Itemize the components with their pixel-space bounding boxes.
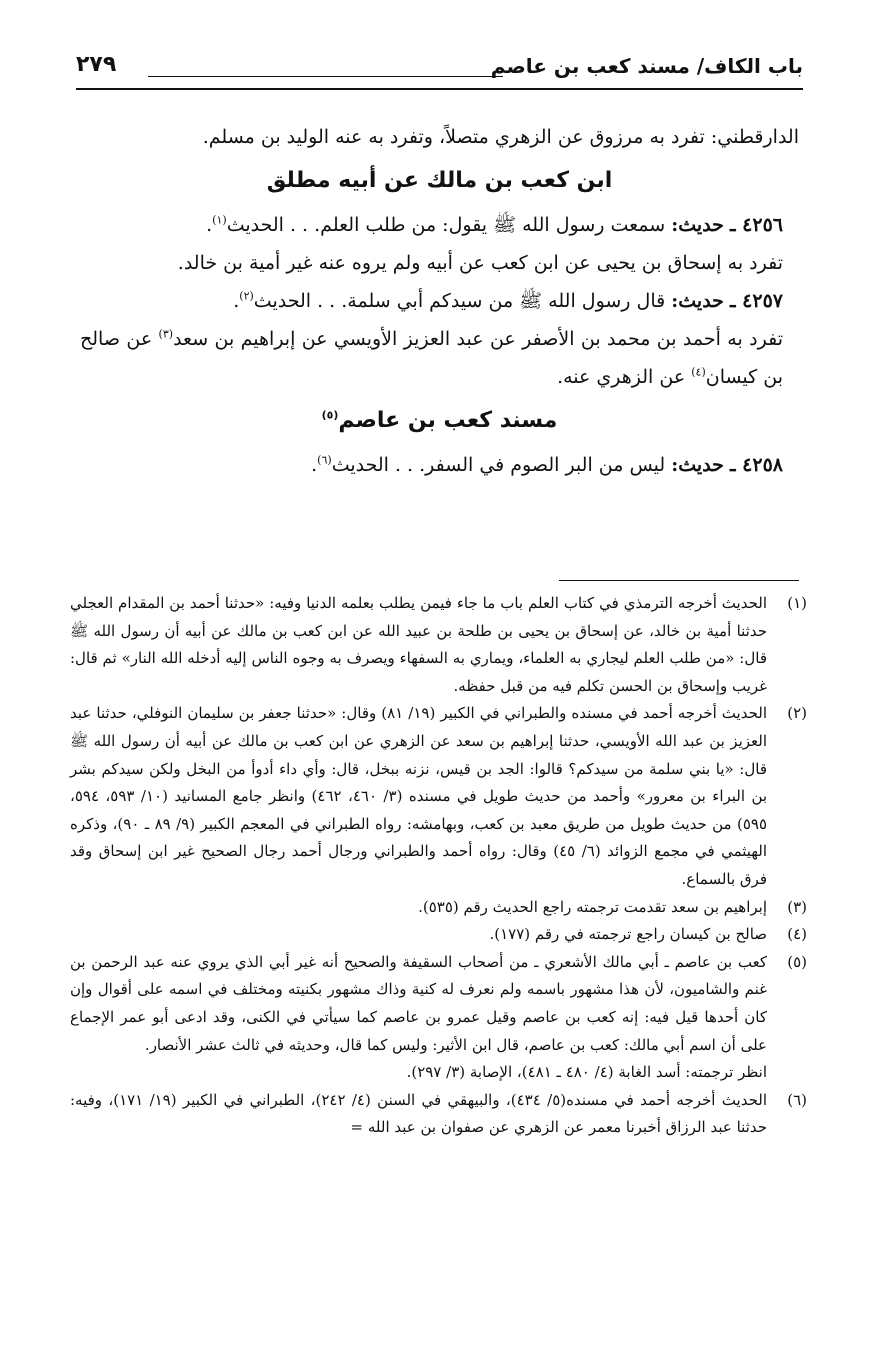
footnote-5 bbox=[70, 949, 807, 1087]
hadith-end: . bbox=[311, 454, 318, 476]
footnote-number: (١) bbox=[787, 594, 807, 612]
footnote-3 bbox=[70, 894, 807, 922]
footnote-text: الحديث أخرجه أحمد في مسنده والطبراني في الكبير (١٩/ ٨١) وقال: «حدثنا جعفر بن سليمان النوفلي، حدثنا عبد العزيز بن عبد الله الأويسي، حدثنا إبراهيم بن سعد عن الزهري عن ابن كعب بن مالك عن أبيه أن رسول الله ﷺ قال: «يا بني سلمة من سيدكم؟ قالوا: الجد بن قيس، نزنه ببخل، قال: وأي داء أدوأ من البخل ولكن سيدكم بشر بن البراء بن معرور» وأحمد من حديث طويل في مسنده (٣/ ٤٦٠، ٤٦٢) وانظر جامع المسانيد (١٠/ ٥٩٣، ٥٩٤، ٥٩٥) من حديث طويل من طريق معبد بن كعب، وبهامشه: رواه الطبراني في المعجم الكبير (٩/ ٨٩ ـ ٩٠)، وذكره الهيثمي في مجمع الزوائد (٦/ ٤٥) وقال: رواه أحمد والطبراني ورجال أحمد رجال الصحيح غير ابن إسحاق وقد فرق بالسماع. bbox=[70, 704, 768, 888]
footnotes bbox=[70, 590, 807, 1142]
hadith-end: . bbox=[233, 290, 240, 312]
page-number: ٢٧٩ bbox=[76, 52, 117, 77]
footnote-6 bbox=[70, 1087, 807, 1142]
intro-paragraph: الدارقطني: تفرد به مرزوق عن الزهري متصلاً، وتفرد به عنه الوليد بن مسلم. bbox=[202, 126, 799, 148]
footnote-ref: (٥) bbox=[321, 408, 339, 422]
footnote-text: صالح بن كيسان راجع ترجمته في رقم (١٧٧). bbox=[489, 925, 767, 944]
footnote-number: (٢) bbox=[787, 704, 807, 723]
footnote-separator bbox=[559, 580, 799, 581]
hadith-4257 bbox=[80, 282, 799, 320]
footnote-number: (٣) bbox=[787, 897, 807, 916]
page-header bbox=[76, 52, 803, 86]
paragraph-text: تفرد به أحمد بن محمد بن الأصفر عن عبد العزيز الأويسي عن إبراهيم بن سعد bbox=[173, 328, 783, 350]
header-leader-line bbox=[148, 76, 503, 77]
hadith-4256 bbox=[80, 206, 799, 244]
footnote-number: (٤) bbox=[787, 925, 807, 944]
paragraph-text: عن صالح بن كيسان bbox=[80, 328, 783, 388]
footnote-ref: (٢) bbox=[239, 289, 254, 303]
hadith-text: ليس من البر الصوم في السفر. . . الحديث bbox=[331, 454, 666, 476]
footnote-text: إبراهيم بن سعد تقدمت ترجمته راجع الحديث رقم (٥٣٥). bbox=[418, 897, 767, 916]
hadith-text: سمعت رسول الله ﷺ يقول: من طلب العلم. . . الحديث bbox=[226, 214, 666, 236]
footnote-2 bbox=[70, 700, 807, 893]
hadith-keyword: حديث: bbox=[671, 290, 724, 312]
footnote-body bbox=[70, 949, 767, 1087]
footnote-ref: (٤) bbox=[691, 365, 706, 379]
footnote-text: الحديث أخرجه الترمذي في كتاب العلم باب ما جاء فيمن يطلب بعلمه الدنيا وفيه: «حدثنا أحمد بن المقدام العجلي حدثنا أمية بن خالد، عن إسحاق بن يحيى بن طلحة بن عبيد الله عن ابن كعب بن مالك عن أبيه أن رسول الله ﷺ قال: «من طلب العلم ليجاري به العلماء، ويماري به السفهاء ويصرف به وجوه الناس إليه أدخله الله النار» ثم قال: غريب وإسحاق بن الحسن تكلم فيه من قبل حفظه. bbox=[70, 594, 767, 695]
footnote-text: الحديث أخرجه أحمد في مسنده(٥/ ٤٣٤)، والبيهقي في السنن (٤/ ٢٤٢)، الطبراني في الكبير (١٩/ ١٧١)، وفيه: حدثنا عبد الرزاق أخبرنا معمر عن الزهري عن صفوان بن عبد الله = bbox=[70, 1090, 767, 1137]
hadith-number: ٤٢٥٧ ـ bbox=[729, 290, 783, 312]
paragraph-4257 bbox=[80, 320, 799, 396]
paragraph-text: عن الزهري عنه. bbox=[557, 366, 692, 388]
running-title: باب الكاف/ مسند كعب بن عاصم bbox=[490, 54, 803, 78]
hadith-number: ٤٢٥٨ ـ bbox=[729, 454, 783, 476]
hadith-end: . bbox=[206, 214, 213, 236]
footnote-text: كعب بن عاصم ـ أبي مالك الأشعري ـ من أصحاب السقيفة والصحيح أنه غير أبي الذي يروي عنه عبد الرحمن بن غنم والشاميون، لأن هذا مشهور باسمه ولم نعرف له كنية وذاك مشهور بكنيته ومختلف في اسمه على أقوال وإن كان أحدها قيل فيه: إنه كعب بن عاصم وقيل عمرو بن عاصم كما سيأتي في الكنى، وقد ادعى أبو عمر الإجماع على أن اسم أبي مالك: كعب بن عاصم، قال ابن الأثير: وليس كما قال، وحديثه في ثالث عشر الأنصار. bbox=[70, 952, 767, 1054]
header-rule bbox=[76, 88, 803, 90]
footnote-ref: (٣) bbox=[158, 327, 174, 341]
main-text bbox=[80, 118, 799, 484]
section-heading-kaab-ibn-asim bbox=[80, 398, 799, 444]
hadith-text: قال رسول الله ﷺ من سيدكم أبي سلمة. . . الحديث bbox=[253, 290, 666, 312]
paragraph-4256: تفرد به إسحاق بن يحيى عن ابن كعب عن أبيه ولم يروه عنه غير أمية بن خالد. bbox=[177, 252, 783, 274]
footnote-source-line: انظر ترجمته: أسد الغابة (٤/ ٤٨٠ ـ ٤٨١)، الإصابة (٣/ ٢٩٧). bbox=[406, 1063, 767, 1082]
hadith-keyword: حديث: bbox=[671, 214, 724, 236]
footnote-ref: (٦) bbox=[317, 453, 332, 467]
hadith-4258 bbox=[80, 446, 799, 484]
hadith-number: ٤٢٥٦ ـ bbox=[729, 214, 783, 236]
footnote-number: (٥) bbox=[787, 952, 807, 971]
section-heading-ibn-kaab: ابن كعب بن مالك عن أبيه مطلق bbox=[266, 168, 613, 193]
footnote-number: (٦) bbox=[787, 1090, 807, 1109]
footnote-1 bbox=[70, 590, 807, 700]
footnote-ref: (١) bbox=[212, 213, 227, 227]
heading-text: مسند كعب بن عاصم bbox=[338, 408, 558, 433]
hadith-keyword: حديث: bbox=[671, 454, 724, 476]
footnote-4 bbox=[70, 921, 807, 949]
